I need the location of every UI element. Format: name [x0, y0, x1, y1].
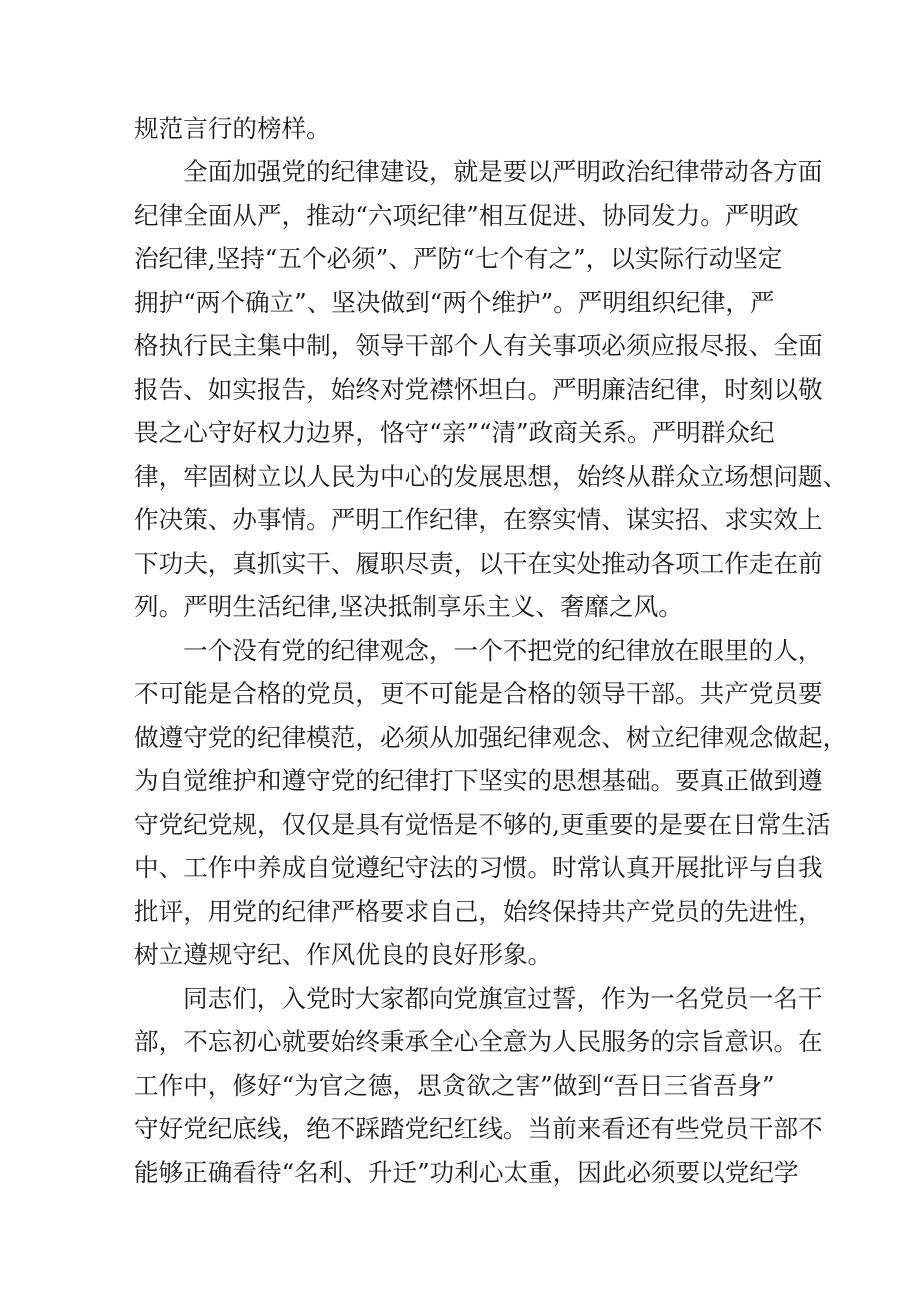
paragraph-2-line-1: 全面加强党的纪律建设，就是要以严明政治纪律带动各方面	[183, 157, 823, 186]
paragraph-4-line-5: 能够正确看待“名利、升迁”功利心太重，因此必须要以党纪学	[134, 1158, 799, 1187]
paragraph-3-line-2: 不可能是合格的党员，更不可能是合格的领导干部。共产党员要	[134, 679, 823, 708]
paragraph-3-line-1: 一个没有党的纪律观念，一个不把党的纪律放在眼里的人，	[183, 636, 823, 665]
paragraph-2-line-11: 列。严明生活纪律,坚决抵制享乐主义、奢靡之风。	[134, 592, 683, 621]
paragraph-2-line-4: 拥护“两个确立”、坚决做到“两个维护”。严明组织纪律，严	[134, 288, 775, 317]
paragraph-2-line-2: 纪律全面从严，推动“六项纪律”相互促进、协同发力。严明政	[134, 201, 799, 230]
paragraph-2-line-5: 格执行民主集中制，领导干部个人有关事项必须应报尽报、全面	[134, 331, 823, 360]
paragraph-2-line-10: 下功夫，真抓实干、履职尽责，以干在实处推动各项工作走在前	[134, 549, 823, 578]
paragraph-2-line-3: 治纪律,坚持“五个必须”、严防“七个有之”，以实际行动坚定	[134, 244, 783, 273]
paragraph-3-line-5: 守党纪党规，仅仅是具有觉悟是不够的,更重要的是要在日常生活	[134, 810, 831, 839]
paragraph-4-line-3: 工作中，修好“为官之德，思贪欲之害”做到“吾日三省吾身”	[134, 1071, 775, 1100]
paragraph-2-line-7: 畏之心守好权力边界，恪守“亲”“清”政商关系。严明群众纪	[134, 418, 775, 447]
text-line-1: 规范言行的榜样。	[134, 114, 331, 143]
paragraph-2-line-9: 作决策、办事情。严明工作纪律，在察实情、谋实招、求实效上	[134, 505, 823, 534]
paragraph-4-line-2: 部，不忘初心就要始终秉承全心全意为人民服务的宗旨意识。在	[134, 1027, 823, 1056]
paragraph-4-line-4: 守好党纪底线，绝不踩踏党纪红线。当前来看还有些党员干部不	[134, 1114, 823, 1143]
paragraph-3-line-8: 树立遵规守纪、作风优良的良好形象。	[134, 940, 553, 969]
paragraph-3-line-7: 批评，用党的纪律严格要求自己，始终保持共产党员的先进性，	[134, 897, 823, 926]
paragraph-3-line-6: 中、工作中养成自觉遵纪守法的习惯。时常认真开展批评与自我	[134, 853, 823, 882]
paragraph-3-line-4: 为自觉维护和遵守党的纪律打下坚实的思想基础。要真正做到遵	[134, 766, 823, 795]
paragraph-2-line-8: 律，牢固树立以人民为中心的发展思想，始终从群众立场想问题、	[134, 462, 848, 491]
paragraph-2-line-6: 报告、如实报告，始终对党襟怀坦白。严明廉洁纪律，时刻以敬	[134, 375, 823, 404]
paragraph-3-line-3: 做遵守党的纪律模范，必须从加强纪律观念、树立纪律观念做起，	[134, 723, 848, 752]
paragraph-4-line-1: 同志们，入党时大家都向党旗宣过誓，作为一名党员一名干	[183, 984, 823, 1013]
